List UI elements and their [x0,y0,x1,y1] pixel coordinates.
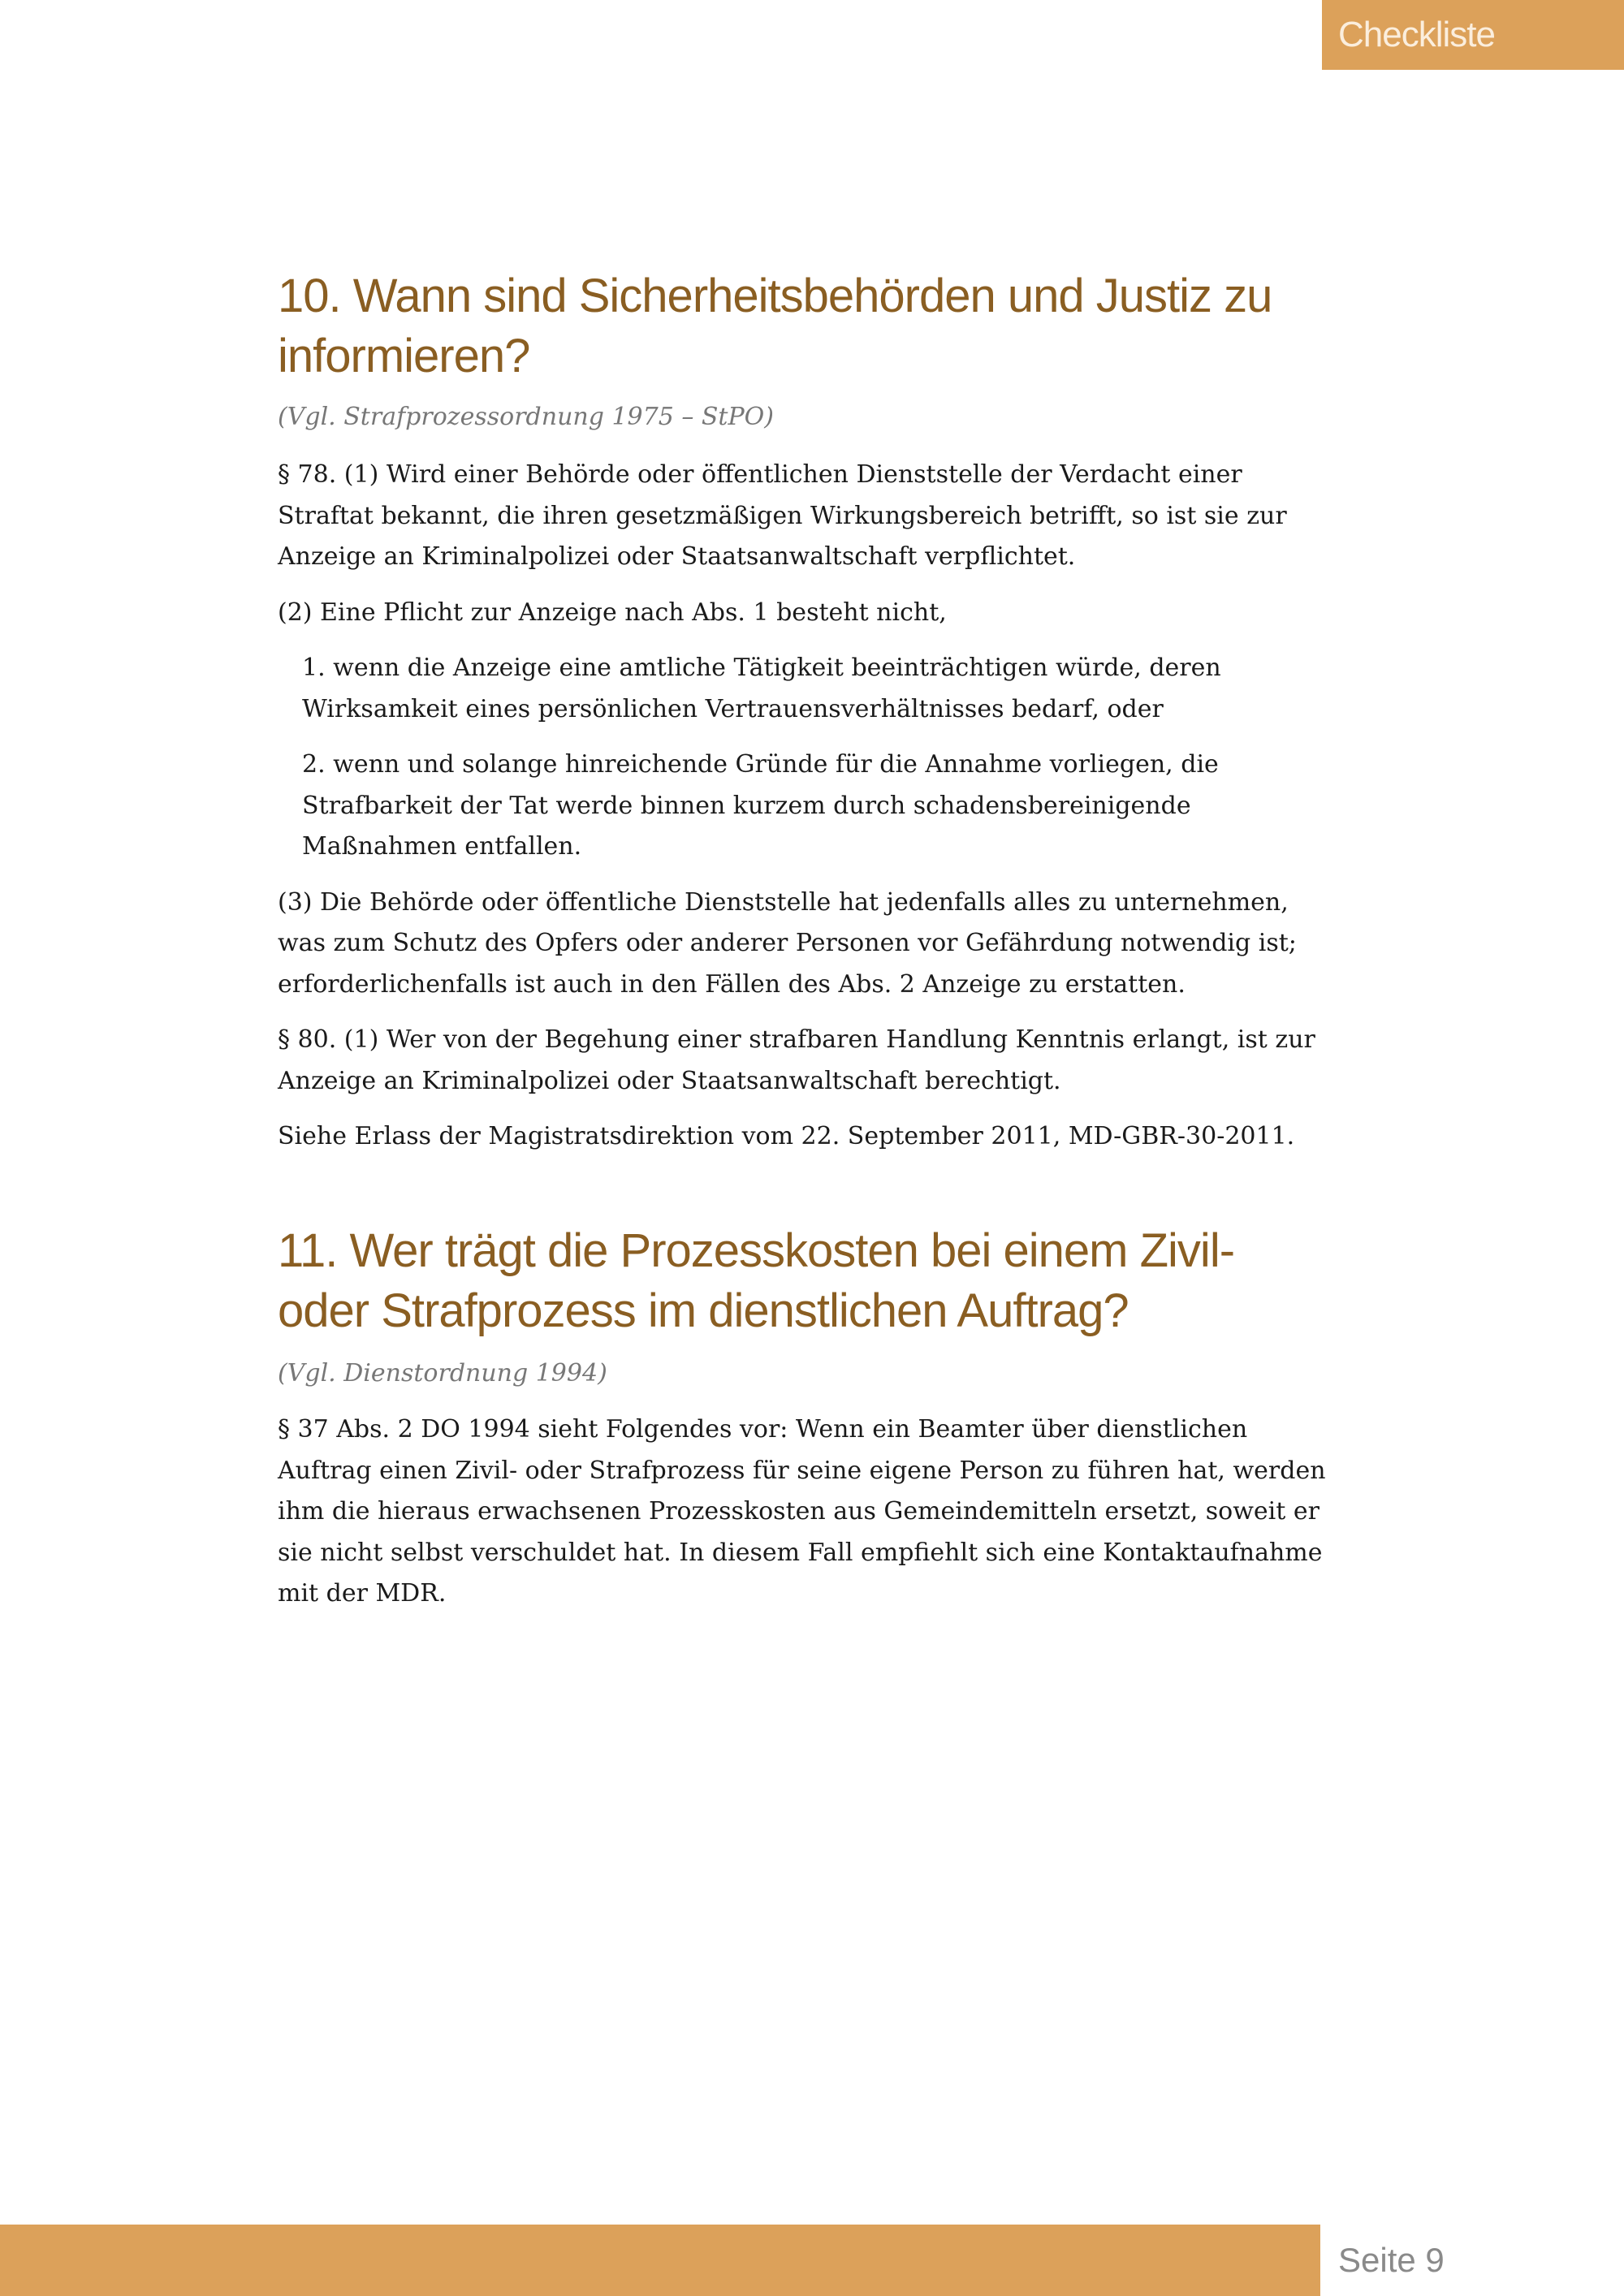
paragraph-80-1: § 80. (1) Wer von der Begehung einer strafbaren Handlung Kenntnis erlangt, ist zur Anzeige an Kriminalpolizei oder Staatsanwaltschaft berechtigt. [278,1025,1315,1095]
paragraph-78-1: § 78. (1) Wird einer Behörde oder öffentlichen Dienststelle der Verdacht einer Straftat bekannt, die ihren gesetzmäßigen Wirkungsbereich betrifft, so ist sie zur Anzeige an Kriminalpolizei oder Staatsanwaltschaft verpflichtet. [278,460,1287,571]
list-item-1: 1. wenn die Anzeige eine amtliche Tätigkeit beeinträchtigen würde, deren Wirksamkeit eines persönlichen Vertrauensverhältnisses bedarf, oder [302,654,1221,723]
header-checklist-tab [1322,0,1624,70]
decree-reference: Siehe Erlass der Magistratsdirektion vom 22. September 2011, MD-GBR-30-2011. [278,1122,1295,1150]
section-11-source: (Vgl. Dienstordnung 1994) [278,1359,607,1388]
footer-page-number [1320,2225,1624,2296]
header-checklist-label: Checkliste [1338,15,1495,54]
footer-bar [0,2225,1320,2296]
section-10-title: 10. Wann sind Sicherheitsbehörden und Justiz zu informieren? [278,270,1272,382]
page-number-label: Seite 9 [1338,2241,1445,2279]
paragraph-78-3: (3) Die Behörde oder öffentliche Dienststelle hat jedenfalls alles zu unternehmen, was zum Schutz des Opfers oder anderer Personen vor Gefährdung notwendig ist; erforderlichenfalls ist auch in den Fällen des Abs. 2 Anzeige zu erstatten. [278,887,1297,999]
paragraph-78-2: (2) Eine Pflicht zur Anzeige nach Abs. 1 besteht nicht, [278,598,947,627]
paragraph-37-2: § 37 Abs. 2 DO 1994 sieht Folgendes vor: Wenn ein Beamter über dienstlichen Auftrag einen Zivil- oder Strafprozess für seine eigene Person zu führen hat, werden ihm die hieraus erwachsenen Prozesskosten aus Gemeindemitteln ersetzt, soweit er sie nicht selbst verschuldet hat. In diesem Fall empfiehlt sich eine Kontaktaufnahme mit der MDR. [278,1415,1326,1608]
section-11-title: 11. Wer trägt die Prozesskosten bei einem Zivil- oder Strafprozess im dienstlichen Auftrag? [278,1224,1235,1337]
list-item-2: 2. wenn und solange hinreichende Gründe für die Annahme vorliegen, die Strafbarkeit der Tat werde binnen kurzem durch schadensbereinigende Maßnahmen entfallen. [302,750,1219,861]
section-10-body [278,455,1333,1172]
section-11-body [278,1409,1333,1629]
section-10-source: (Vgl. Strafprozessordnung 1975 – StPO) [278,403,774,431]
